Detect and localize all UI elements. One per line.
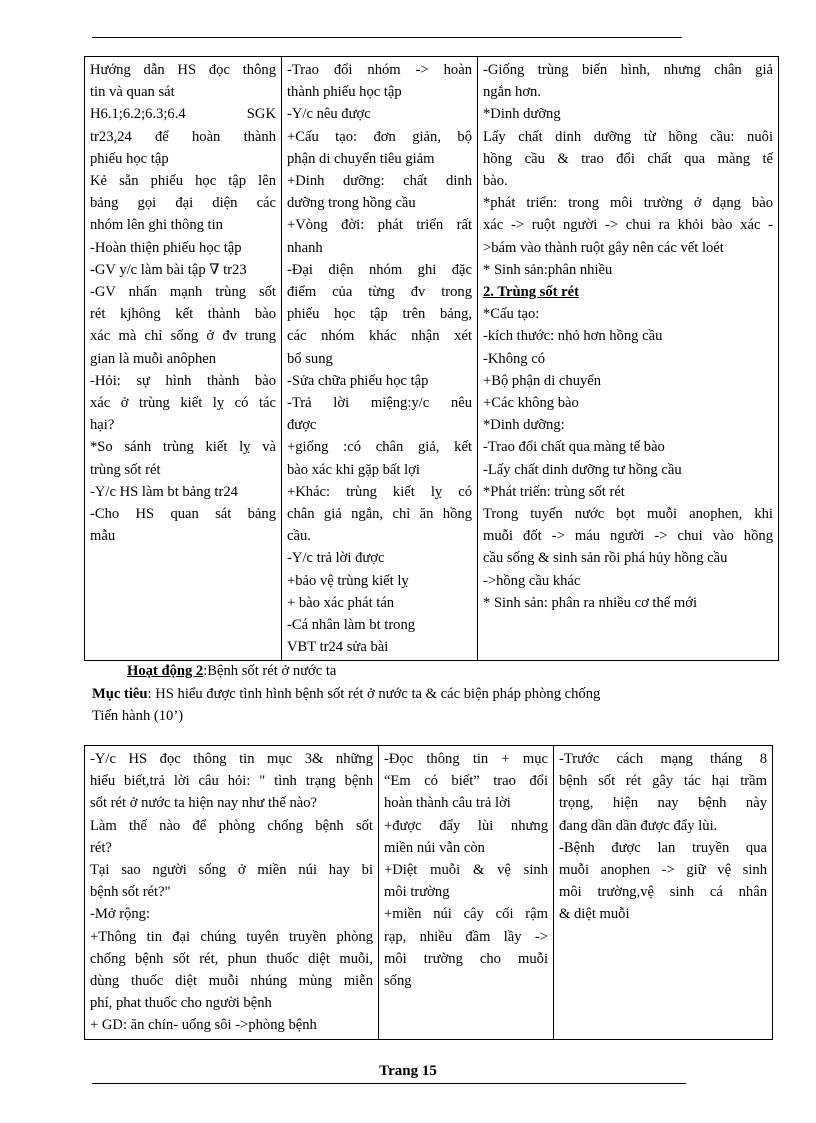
activity-2-label: Hoạt động 2 <box>127 663 204 679</box>
text-line: hại? <box>90 417 115 434</box>
text-line: muỗi anophen -> giữ vệ sinh <box>559 862 767 879</box>
text-line: +Bộ phận di chuyển <box>483 372 602 389</box>
text-line: hồng cầu & trao đổi chất qua màng tế <box>483 150 773 167</box>
text-line: +miền núi cây cối rậm <box>384 906 548 923</box>
text-line: -Y/c nêu được <box>287 106 371 123</box>
text-line: *Dinh dưỡng <box>483 106 561 123</box>
teacher-activity-lines-2 <box>90 748 373 1037</box>
activity-2-table <box>84 745 773 1040</box>
text-line: sốt rét ở nước ta hiện nay như thế nào? <box>90 795 317 812</box>
text-line: được <box>287 417 317 434</box>
teacher-activity-cell <box>85 57 282 661</box>
footer-rule <box>92 1083 686 1084</box>
text-line: thành phiếu học tập <box>287 84 402 101</box>
text-line: -Hỏi: sự hình thành bào <box>90 372 276 389</box>
text-line: +Thông tin đại chúng tuyên truyền phòng <box>90 928 373 945</box>
text-line: phận di chuyển tiêu giảm <box>287 150 435 167</box>
activity-1-table <box>84 56 779 661</box>
text-line: đang dần dần được đẩy lùi. <box>559 817 718 834</box>
text-line: bảng gọi đại diện các <box>90 195 276 212</box>
text-line: -GV nhấn mạnh trùng sốt <box>90 284 276 301</box>
content-lines-2 <box>559 748 767 926</box>
text-line: xác ở trùng kiết lỵ có tác <box>90 395 276 412</box>
text-line: các nhóm khác nhận xét <box>287 328 472 345</box>
objective-text: : HS hiểu được tình hình bệnh sốt rét ở nước ta & các biện pháp phòng chống <box>147 686 601 702</box>
text-line: bào. <box>483 173 508 190</box>
text-line: môi trường,vệ sinh cá nhân <box>559 884 767 901</box>
text-line: phiếu học tập <box>90 150 169 167</box>
text-line: chống bệnh sốt rét, phun thuốc diệt muỗi, <box>90 950 373 967</box>
text-line: -GV y/c làm bài tập ∇ tr23 <box>90 261 247 278</box>
teacher-activity-lines <box>90 59 276 547</box>
text-line: +bảo vệ trùng kiết lỵ <box>287 572 409 589</box>
text-line: nhanh <box>287 239 323 256</box>
text-line: H6.1;6.2;6.3;6.4 SGK <box>90 106 276 123</box>
text-line: -Không có <box>483 350 546 367</box>
text-line: VBT tr24 sửa bài <box>287 639 389 656</box>
text-line: Lấy chất dinh dưỡng từ hồng cầu: nuôi <box>483 128 773 145</box>
text-line: -Trao đổi nhóm -> hoàn <box>287 62 472 78</box>
text-line: +Các không bào <box>483 395 579 412</box>
text-line: tr23,24 để hoàn thành <box>90 128 276 145</box>
text-line: -Đại diện nhóm ghi đặc <box>287 261 472 278</box>
activity-2-heading <box>127 660 336 682</box>
student-activity-lines <box>287 59 472 658</box>
objective-line <box>92 683 600 705</box>
text-line: -kích thước: nhỏ hơn hồng cầu <box>483 328 663 345</box>
text-line: bổ sung <box>287 350 333 367</box>
text-line: +Dinh dưỡng: chất dinh <box>287 173 472 190</box>
text-line: * Sinh sản: phân ra nhiều cơ thể mới <box>483 594 698 611</box>
text-line: +Cấu tạo: đơn giản, bộ <box>287 128 472 145</box>
text-line: bệnh sốt rét gây tác hại trầm <box>559 773 767 790</box>
text-line: *So sánh trùng kiết lỵ và <box>90 439 276 456</box>
text-line: xác -> ruột người -> chui ra khỏi bào xác - <box>483 217 773 234</box>
content-lines <box>483 59 773 614</box>
text-line: +Vòng đời: phát triển rất <box>287 217 472 234</box>
text-line: dưỡng trong hồng cầu <box>287 195 416 212</box>
text-line: xác mà chỉ sống ở đv trung <box>90 328 276 345</box>
text-line: sống <box>384 973 412 990</box>
text-line: “Em có biết” trao đổi <box>384 773 548 790</box>
text-line: *phát triển: trong môi trường ở dạng bào <box>483 195 773 212</box>
text-line: + GD: ăn chín- uống sôi ->phòng bệnh <box>90 1017 317 1034</box>
text-line: -Đọc thông tin + mục <box>384 751 548 767</box>
text-line: phiếu học tập trên bảng, <box>287 306 472 323</box>
content-cell-2 <box>554 746 773 1040</box>
text-line: mẫu <box>90 528 116 545</box>
header-rule <box>92 37 682 38</box>
text-line: hiểu biết,trả lời câu hỏi: " tình trạng bệnh <box>90 773 373 790</box>
content-cell <box>478 57 779 661</box>
text-line: muỗi đốt -> máu người -> chui vào hồng <box>483 528 773 545</box>
text-line: -Cá nhân làm bt trong <box>287 617 416 634</box>
text-line: trọng, hiện nay bệnh này <box>559 795 767 812</box>
text-line: * Sinh sản:phân nhiều <box>483 261 613 278</box>
text-line: -Y/c trả lời được <box>287 550 385 567</box>
text-line: *Phát triển: trùng sốt rét <box>483 483 625 500</box>
text-line: phí, phat thuốc cho người bệnh <box>90 995 272 1012</box>
text-line: cầu. <box>287 528 311 545</box>
text-line: -Giống trùng biến hình, nhưng chân giả <box>483 62 773 78</box>
text-line: *Dinh dưỡng: <box>483 417 565 434</box>
text-line: -Cho HS quan sát bảng <box>90 506 276 523</box>
text-line: bào xác khi gặp bất lợi <box>287 461 420 478</box>
text-line: rạp, nhiều đầm lầy -> <box>384 928 548 945</box>
text-line: *Cấu tạo: <box>483 306 540 323</box>
text-line: -Lấy chất dinh dưỡng tư hồng cầu <box>483 461 682 478</box>
text-line: Hướng dẫn HS đọc thông <box>90 62 276 78</box>
text-line: điểm của từng đv trong <box>287 284 472 301</box>
text-line: Tại sao người sống ở miền núi hay bi <box>90 862 373 879</box>
text-line: ->hồng cầu khác <box>483 572 581 589</box>
text-line: -Y/c HS làm bt bảng tr24 <box>90 483 238 500</box>
text-line: >bám vào thành ruột gây nên các vết loét <box>483 239 724 256</box>
student-activity-cell-2 <box>379 746 554 1040</box>
text-line: +được đẩy lùi nhưng <box>384 817 548 834</box>
text-line: Kẻ sẵn phiếu học tập lên <box>90 173 276 190</box>
text-line: tin và quan sát <box>90 84 175 101</box>
teacher-activity-cell-2 <box>85 746 379 1040</box>
text-line: & diệt muỗi <box>559 906 630 923</box>
text-line: hoàn thành câu trả lời <box>384 795 511 812</box>
text-line: miền núi vẫn còn <box>384 839 485 856</box>
text-line: -Trao đổi chất qua màng tế bào <box>483 439 665 456</box>
text-line: bệnh sốt rét?" <box>90 884 171 901</box>
text-line: +Khác: trùng kiết lỵ có <box>287 483 472 500</box>
text-line: dùng thuốc diệt muỗi nhúng mùng miễn <box>90 973 373 990</box>
activity-2-text: :Bệnh sốt rét ở nước ta <box>203 663 337 679</box>
text-line: trùng sốt rét <box>90 461 161 478</box>
text-line: +giống :có chân giả, kết <box>287 439 472 456</box>
text-line: 2. Trùng sốt rét <box>483 284 579 301</box>
text-line: chân giả ngắn, chỉ ăn hồng <box>287 506 472 523</box>
text-line: + bào xác phát tán <box>287 594 395 611</box>
text-line: rét kjhông kết thành bào <box>90 306 276 323</box>
objective-label: Mục tiêu <box>92 686 148 702</box>
text-line: -Sửa chữa phiếu học tập <box>287 372 429 389</box>
text-line: +Diệt muỗi & vệ sinh <box>384 862 548 879</box>
page-number: Trang 15 <box>379 1063 437 1079</box>
text-line: -Bệnh được lan truyền qua <box>559 839 767 856</box>
procedure-line: Tiến hành (10’) <box>92 708 184 724</box>
text-line: môi trường <box>384 884 450 901</box>
text-line: cầu sống & sinh sản rồi phá hủy hồng cầu <box>483 550 728 567</box>
student-activity-lines-2 <box>384 748 548 992</box>
text-line: -Mở rộng: <box>90 906 151 923</box>
text-line: Trong tuyến nước bọt muỗi anophen, khi <box>483 506 773 523</box>
text-line: -Trả lời miệng:y/c nêu <box>287 395 472 412</box>
text-line: môi trường cho muỗi <box>384 950 548 967</box>
student-activity-cell <box>282 57 478 661</box>
text-line: nhóm lên ghi thông tin <box>90 217 223 234</box>
text-line: gian là muỗi anôphen <box>90 350 217 367</box>
text-line: -Y/c HS đọc thông tin mục 3& những <box>90 751 373 767</box>
text-line: -Trước cách mạng tháng 8 <box>559 751 767 767</box>
text-line: rét? <box>90 839 112 856</box>
text-line: Làm thế nào để phòng chống bệnh sốt <box>90 817 373 834</box>
text-line: -Hoàn thiện phiếu học tập <box>90 239 242 256</box>
text-line: ngắn hơn. <box>483 84 541 101</box>
